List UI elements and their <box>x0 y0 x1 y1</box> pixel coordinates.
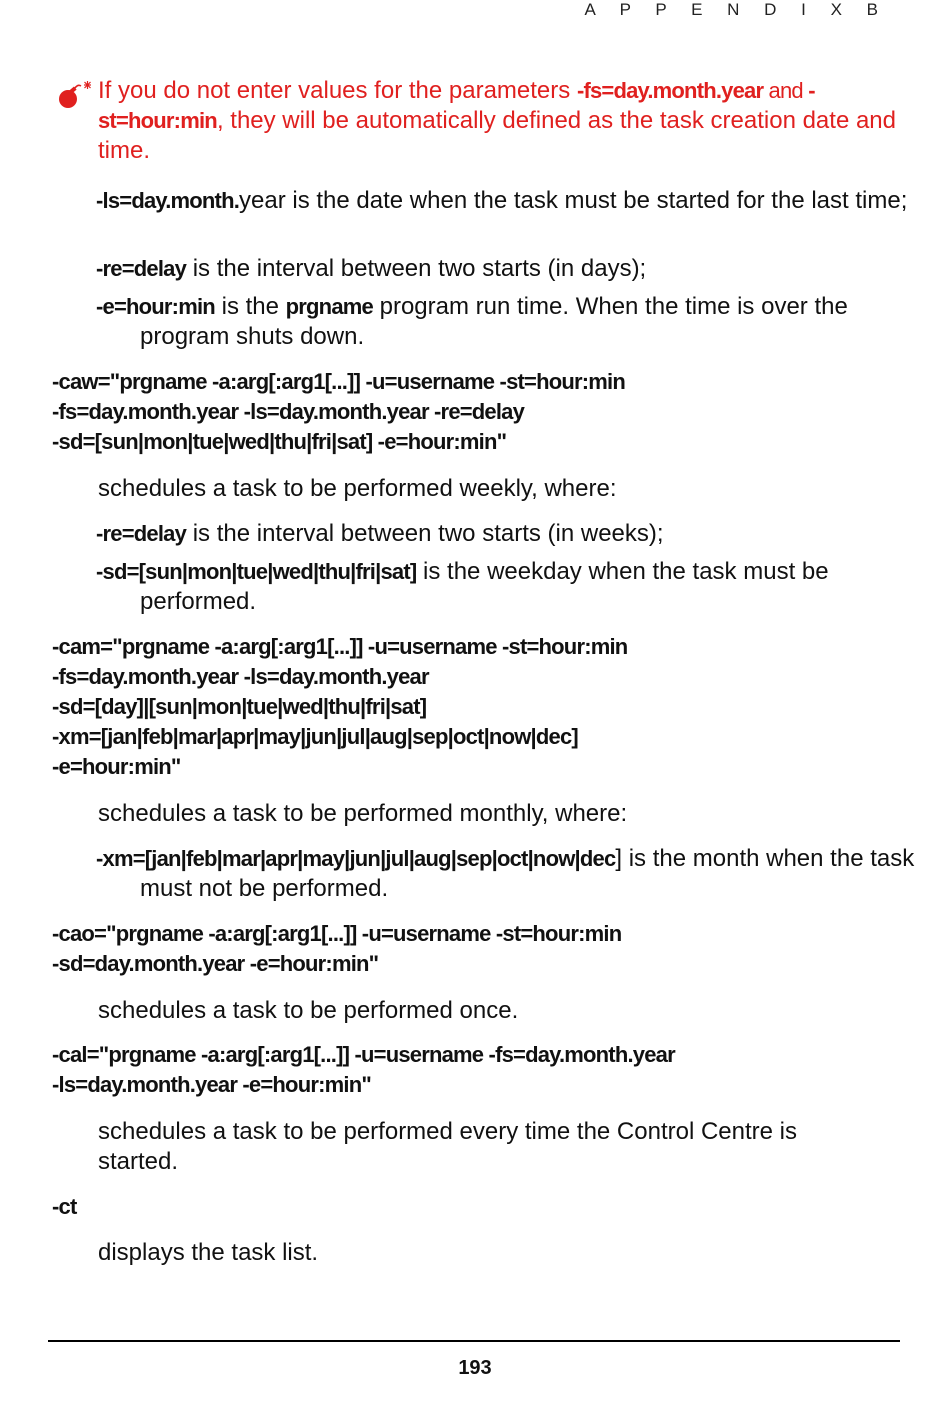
param-re-weeks: -re=delay is the interval between two starts (in weeks); <box>96 520 664 547</box>
warning-text: If you do not enter values for the parameters -fs=day.month.year and - st=hour:min, they will be automatically defined as the task creation date and time. <box>98 77 897 164</box>
command-cam: -cam="prgname -a:arg[:arg1[...]] -u=username -st=hour:min -fs=day.month.year -ls=day.month.year -sd=[day]|[sun|mon|tue|wed|thu|fri|sat] -xm=[jan|feb|mar|apr|may|jun|jul|aug|sep|oct|now|dec] -e=hour:min" <box>52 634 628 779</box>
desc-ct: displays the task list. <box>98 1239 319 1266</box>
param-sd-weekday: -sd=[sun|mon|tue|wed|thu|fri|sat] is the weekday when the task must be performed. <box>96 558 829 615</box>
warning-note <box>56 76 896 166</box>
command-ct: -ct <box>52 1194 77 1219</box>
command-cal: -cal="prgname -a:arg[:arg1[...]] -u=username -fs=day.month.year -ls=day.month.year -e=hour:min" <box>52 1042 675 1097</box>
param-e: -e=hour:min is the prgname program run time. When the time is over the program shuts down. <box>96 293 848 350</box>
param-ls: -ls=day.month.year is the date when the task must be started for the last time; <box>96 187 908 214</box>
desc-caw: schedules a task to be performed weekly, where: <box>98 475 617 502</box>
running-header: A P P E N D I X B <box>584 0 888 19</box>
command-cao: -cao="prgname -a:arg[:arg1[...]] -u=username -st=hour:min -sd=day.month.year -e=hour:min" <box>52 921 622 976</box>
desc-cao: schedules a task to be performed once. <box>98 997 519 1024</box>
footer-rule <box>48 1340 900 1342</box>
command-caw: -caw="prgname -a:arg[:arg1[...]] -u=username -st=hour:min -fs=day.month.year -ls=day.month.year -re=delay -sd=[sun|mon|tue|wed|thu|fri|sat] -e=hour:min" <box>52 369 626 454</box>
param-xm: -xm=[jan|feb|mar|apr|may|jun|jul|aug|sep|oct|now|dec] is the month when the task must not be performed. <box>96 845 915 902</box>
desc-cam: schedules a task to be performed monthly, where: <box>98 800 628 827</box>
bomb-icon <box>56 80 94 110</box>
page-number: 193 <box>458 1357 492 1379</box>
param-re-days: -re=delay is the interval between two starts (in days); <box>96 255 647 282</box>
desc-cal: schedules a task to be performed every time the Control Centre is started. <box>98 1118 797 1175</box>
